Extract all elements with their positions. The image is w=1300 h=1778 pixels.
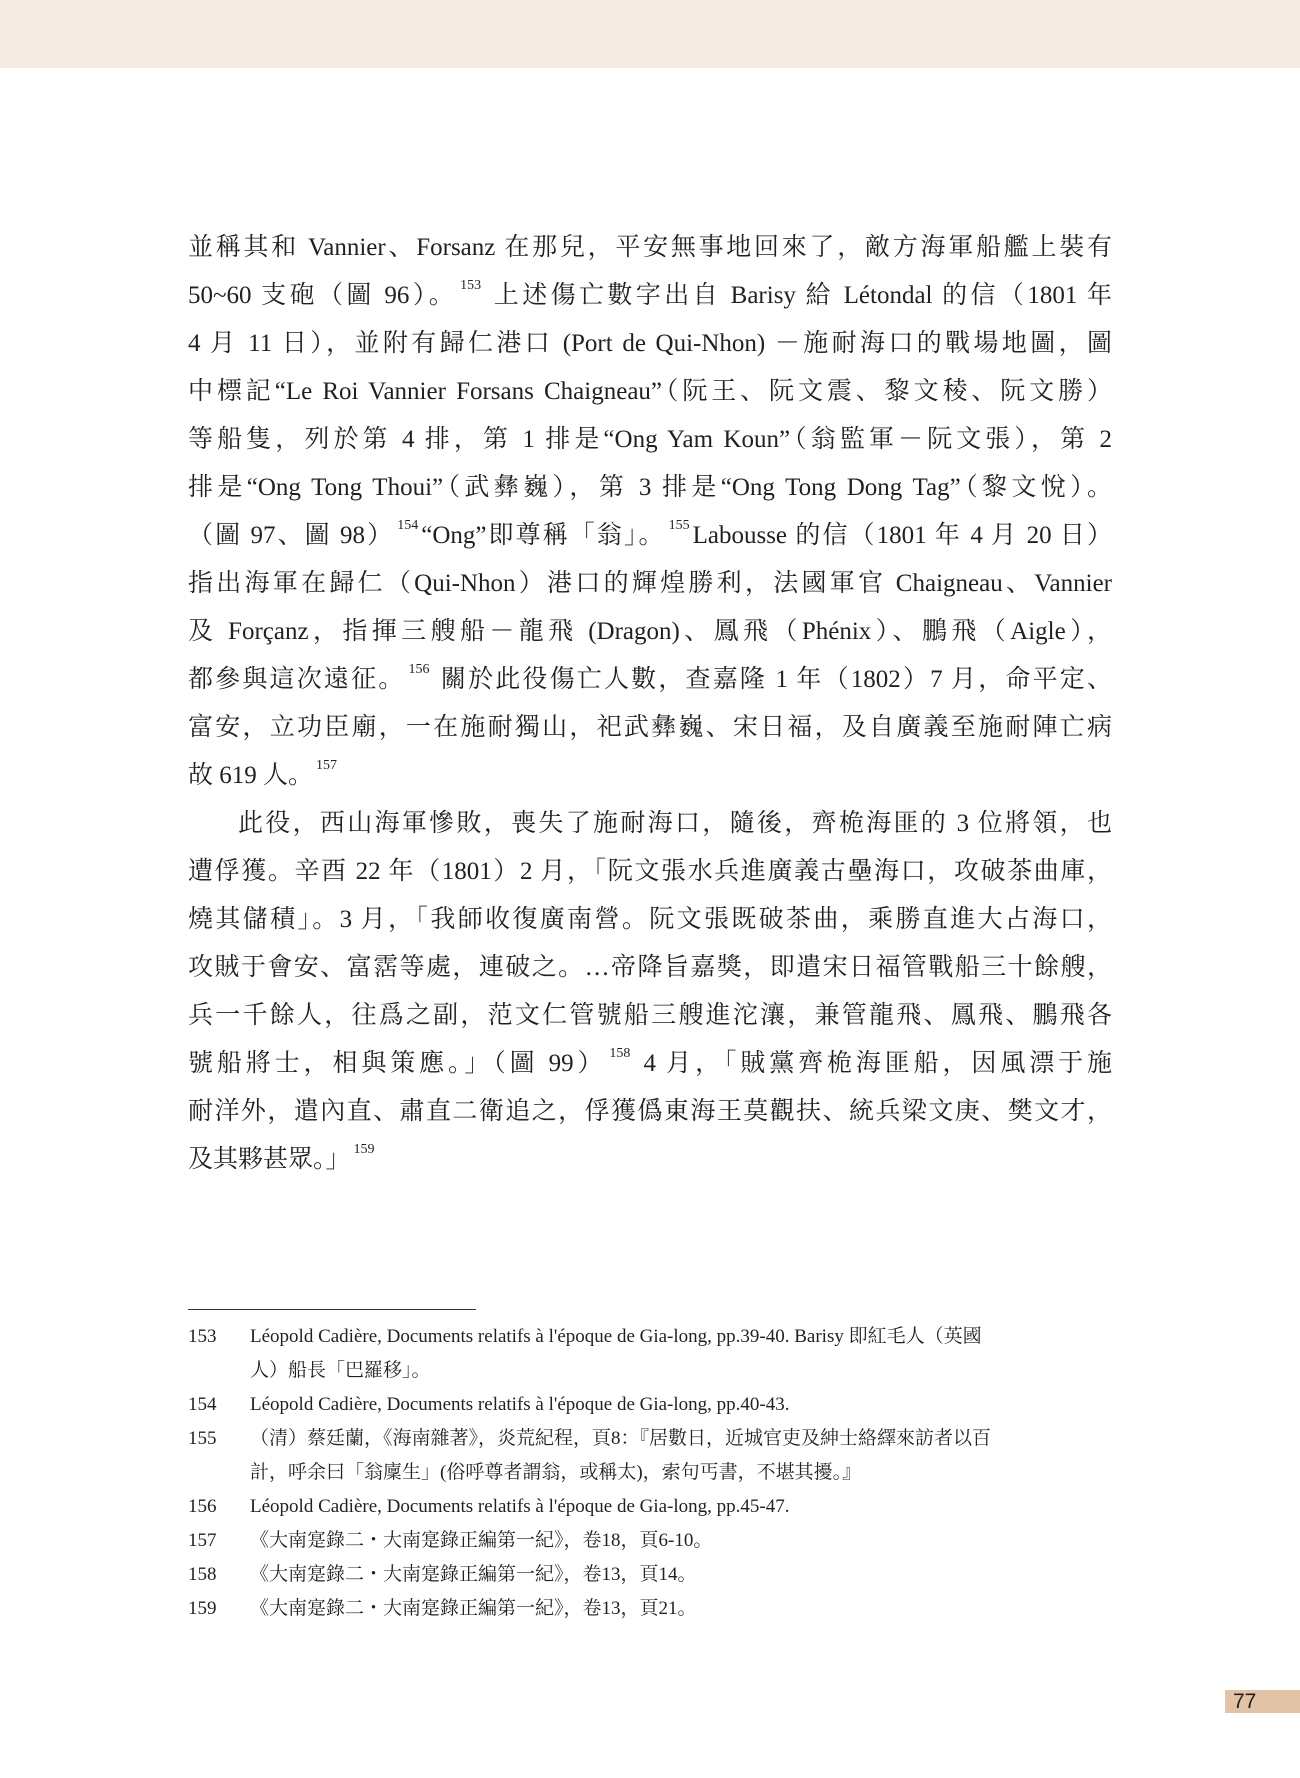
footnote-text (250, 1388, 1112, 1422)
footnote-ref[interactable]: 159 (353, 1142, 375, 1157)
text-segment: （圖 97、圖 98） (188, 522, 395, 549)
text-segment: 等船隻，列於第 4 排，第 1 排是“Ong Yam Koun”（翁監軍－阮文張），第 2 (188, 426, 1112, 453)
footnote-line: Léopold Cadière, Documents relatifs à l'époque de Gia-long, pp.39-40. Barisy 即紅毛人（英國 (250, 1326, 982, 1347)
text-segment: 兵一千餘人，往爲之副，范文仁管號船三艘進沱瀼，兼管龍飛、鳳飛、鵬飛各 (188, 1002, 1112, 1029)
footnote (188, 1592, 1112, 1626)
text-line (188, 368, 1112, 416)
footnotes (188, 1320, 1112, 1626)
footnote-number: 159 (188, 1598, 217, 1619)
footnote (188, 1558, 1112, 1592)
page-number: 77 (1225, 1690, 1300, 1713)
footnote-number: 156 (188, 1496, 217, 1517)
text-segment: 並稱其和 Vannier、Forsanz 在那兒，平安無事地回來了，敵方海軍船艦上裝有 (188, 234, 1112, 261)
text-segment: 燒其儲積」。3 月，「我師收復廣南營。阮文張既破茶曲，乘勝直進大占海口， (188, 906, 1112, 933)
text-segment: 攻賊于會安、富霑等處，連破之。…帝降旨嘉獎，即遣宋日福管戰船三十餘艘， (188, 954, 1112, 981)
text-line (188, 896, 1112, 944)
footnote-number: 155 (188, 1428, 217, 1449)
footnote (188, 1524, 1112, 1558)
text-segment: 排是“Ong Tong Thoui”（武彝巍），第 3 排是“Ong Tong Dong Tag”（黎文悅）。 (188, 474, 1112, 501)
footnote-line: 《大南寔錄二・大南寔錄正編第一紀》，卷13，頁21。 (250, 1598, 697, 1619)
text-line (188, 1136, 1112, 1184)
footnote-text (250, 1422, 1112, 1490)
footnote-number: 157 (188, 1530, 217, 1551)
footnote-text (250, 1320, 1112, 1388)
paragraph (188, 224, 1112, 800)
footnote (188, 1320, 1112, 1388)
text-line (188, 848, 1112, 896)
text-segment: 及其夥甚眾。」 (188, 1146, 351, 1173)
paragraph (188, 800, 1112, 1184)
body-text (188, 224, 1112, 1184)
footnote-text (250, 1592, 1112, 1626)
text-line (188, 800, 1112, 848)
footnote-line: 《大南寔錄二・大南寔錄正編第一紀》，卷18，頁6-10。 (250, 1530, 713, 1551)
text-segment: Labousse 的信（1801 年 4 月 20 日） (692, 522, 1112, 549)
text-line (188, 944, 1112, 992)
text-segment: 指出海軍在歸仁（Qui-Nhon）港口的輝煌勝利，法國軍官 Chaigneau、Vannier (188, 570, 1112, 597)
text-line (188, 752, 1112, 800)
text-line (188, 464, 1112, 512)
text-segment: 4 月 11 日），並附有歸仁港口 (Port de Qui-Nhon) －施耐海口的戰場地圖，圖 (188, 330, 1112, 357)
footnote-ref[interactable]: 156 (408, 662, 430, 677)
footnote-text (250, 1524, 1112, 1558)
text-line (188, 1088, 1112, 1136)
footnote (188, 1490, 1112, 1524)
text-segment: 耐洋外，遣內直、肅直二衛追之，俘獲僞東海王莫觀扶、統兵梁文庚、樊文才， (188, 1098, 1112, 1125)
text-line (188, 656, 1112, 704)
text-line (188, 416, 1112, 464)
footnote-number: 158 (188, 1564, 217, 1585)
text-line (188, 272, 1112, 320)
footnote-ref[interactable]: 157 (316, 758, 338, 773)
footnote-number: 154 (188, 1394, 217, 1415)
text-segment: 及 Forçanz，指揮三艘船－龍飛 (Dragon)、鳳飛（Phénix）、鵬飛（Aigle）， (188, 618, 1112, 645)
footnote-text (250, 1558, 1112, 1592)
text-line (188, 992, 1112, 1040)
text-segment: “Ong”即尊稱「翁」。 (421, 522, 666, 549)
text-line (188, 224, 1112, 272)
footnote-line: 人）船長「巴羅移」。 (250, 1360, 431, 1381)
footnote-ref[interactable]: 153 (460, 278, 482, 293)
text-line (188, 320, 1112, 368)
text-line (188, 608, 1112, 656)
footnote (188, 1422, 1112, 1490)
footnote-line: （清）蔡廷蘭，《海南雜著》，炎荒紀程，頁8：『居數日，近城官吏及紳士絡繹來訪者以百 (250, 1428, 992, 1449)
footnote-line: 計，呼余曰「翁廩生」(俗呼尊者謂翁，或稱太)，索句丐書，不堪其擾。』 (250, 1462, 862, 1483)
footnote-divider (188, 1309, 476, 1310)
text-segment: 都參與這次遠征。 (188, 666, 406, 693)
footnote-text (250, 1490, 1112, 1524)
text-segment: 此役，西山海軍慘敗，喪失了施耐海口，隨後，齊桅海匪的 3 位將領，也 (238, 810, 1112, 837)
footnote-number: 153 (188, 1326, 217, 1347)
header-band (0, 0, 1300, 68)
footnote-line: 《大南寔錄二・大南寔錄正編第一紀》，卷13，頁14。 (250, 1564, 697, 1585)
text-line (188, 512, 1112, 560)
footnote-ref[interactable]: 158 (609, 1046, 631, 1061)
footnote-line: Léopold Cadière, Documents relatifs à l'époque de Gia-long, pp.45-47. (250, 1496, 790, 1517)
footnote-line: Léopold Cadière, Documents relatifs à l'époque de Gia-long, pp.40-43. (250, 1394, 790, 1415)
text-segment: 遭俘獲。辛酉 22 年（1801）2 月，「阮文張水兵進廣義古壘海口，攻破茶曲庫， (188, 858, 1112, 885)
footnote-ref[interactable]: 154 (397, 518, 419, 533)
text-line (188, 1040, 1112, 1088)
text-segment: 4 月，「賊黨齊桅海匪船，因風漂于施 (633, 1050, 1112, 1077)
text-segment: 號船將士，相與策應。」（圖 99） (188, 1050, 607, 1077)
text-line (188, 560, 1112, 608)
text-segment: 中標記“Le Roi Vannier Forsans Chaigneau”（阮王、阮文震、黎文稜、阮文勝） (188, 378, 1112, 405)
text-segment: 上述傷亡數字出自 Barisy 給 Létondal 的信（1801 年 (484, 282, 1112, 309)
text-line (188, 704, 1112, 752)
footnote-ref[interactable]: 155 (668, 518, 690, 533)
text-segment: 關於此役傷亡人數，查嘉隆 1 年（1802）7 月，命平定、 (432, 666, 1112, 693)
text-segment: 50~60 支砲（圖 96）。 (188, 282, 458, 309)
text-segment: 故 619 人。 (188, 762, 314, 789)
footnote (188, 1388, 1112, 1422)
text-segment: 富安，立功臣廟，一在施耐獨山，祀武彝巍、宋日福，及自廣義至施耐陣亡病 (188, 714, 1112, 741)
